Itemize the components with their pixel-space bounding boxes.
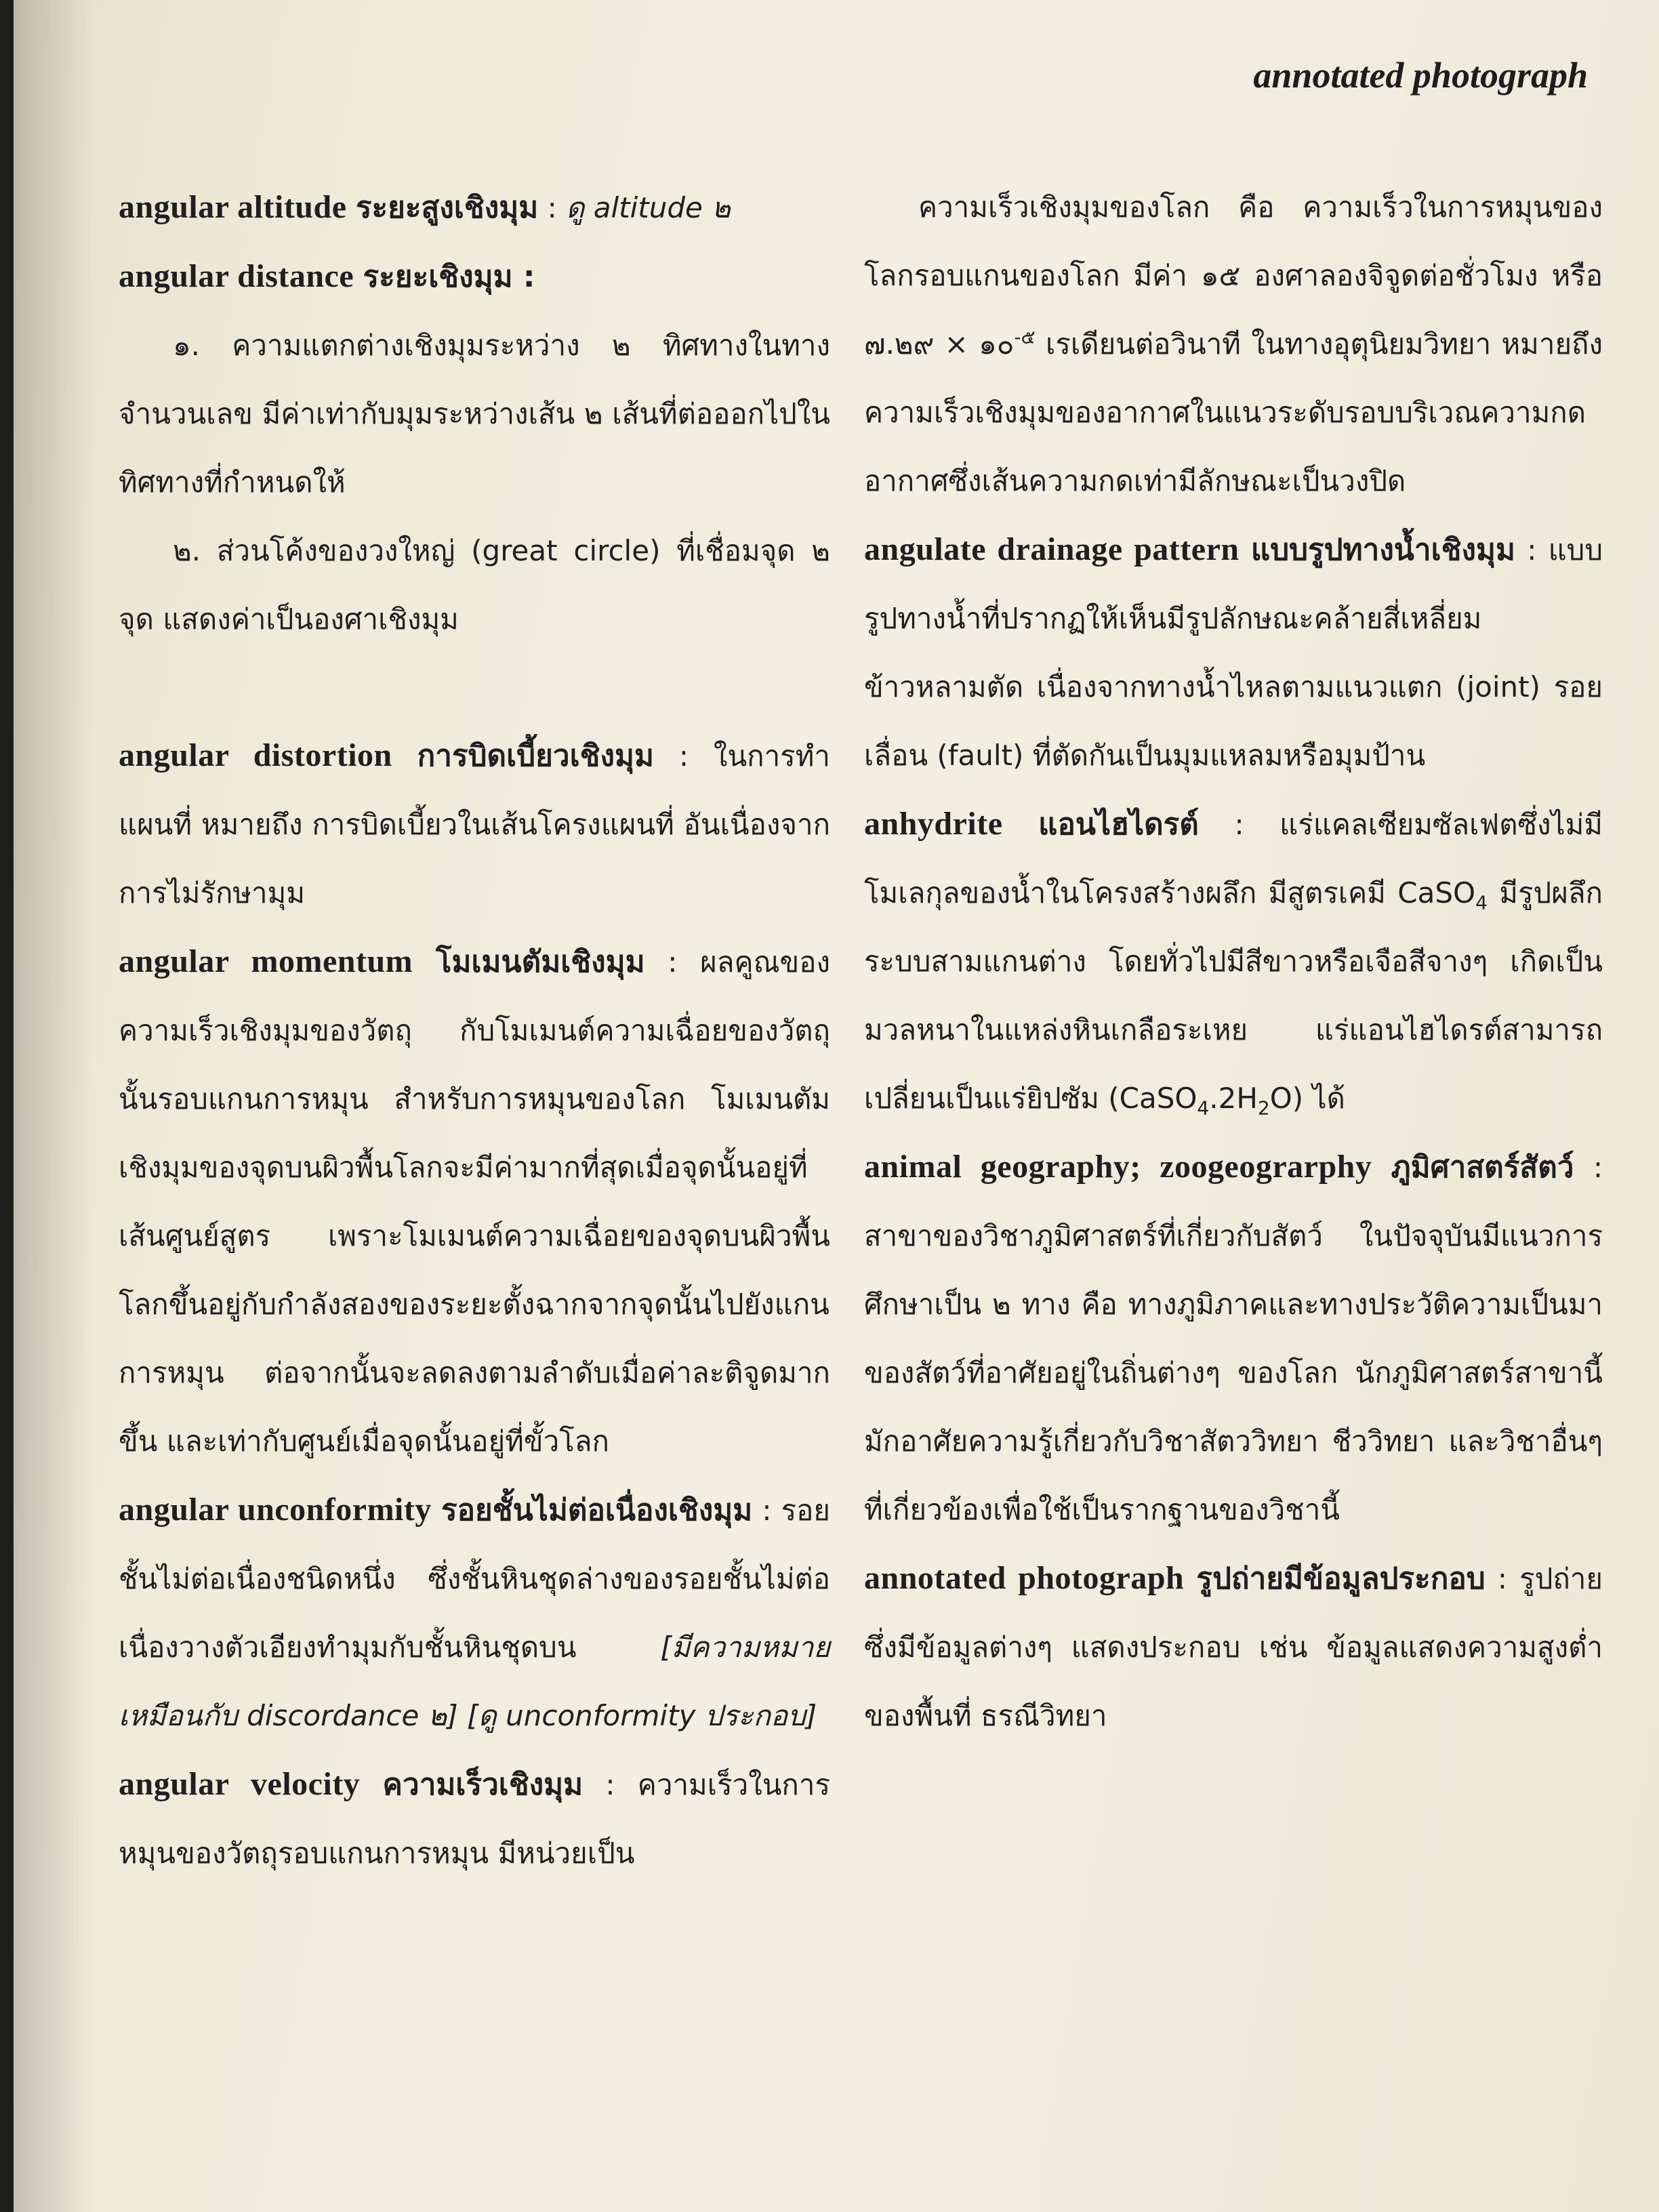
entry-angulate-drainage-pattern — [864, 515, 1603, 790]
entry-definition: : รูปถ่ายซึ่งมีข้อมูลต่างๆ แสดงประกอบ เช่น ข้อมูลแสดงความสูงต่ำของพื้นที่ ธรณีวิทยา — [864, 1562, 1603, 1732]
entry-thai-term: แอนไฮไดรต์ — [1038, 807, 1199, 842]
entry-definition: .2H — [1209, 1082, 1258, 1115]
chem-subscript: 4 — [1475, 891, 1488, 914]
cross-reference: [ดู unconformity ประกอบ] — [467, 1699, 817, 1732]
entry-angular-velocity-continued — [864, 173, 1603, 515]
entry-term: angular distance — [119, 258, 354, 294]
entry-definition: : แร่แคลเซียมซัลเฟตซึ่งไม่มีโมเลกุลของน้ำในโครงสร้างผลึก มีสูตรเคมี CaSO — [864, 808, 1603, 909]
running-head: annotated photograph — [1253, 55, 1588, 96]
entry-thai-term: ระยะเชิงมุม : — [363, 260, 535, 294]
entry-term: animal geography; zoogeograrphy — [864, 1149, 1372, 1185]
entry-definition: : สาขาของวิชาภูมิศาสตร์ที่เกี่ยวกับสัตว์ ในปัจจุบันมีแนวการศึกษาเป็น ๒ ทาง คือ ทางภูมิภาคและทางประวัติความเป็นมาของสัตว์ที่อาศัยอยู่ในถิ่นต่างๆ ของโลก นักภูมิศาสตร์สาขานี้มักอาศัยความรู้เกี่ยวกับวิชาสัตววิทยา ชีววิทยา และวิชาอื่นๆ ที่เกี่ยวข้องเพื่อใช้เป็นรากฐานของวิชานี้ — [864, 1151, 1603, 1526]
entry-term: angular altitude — [119, 189, 347, 225]
entry-angular-altitude — [119, 173, 830, 242]
entry-thai-term: โมเมนตัมเชิงมุม — [435, 945, 645, 979]
entry-thai-term: ภูมิศาสตร์สัตว์ — [1391, 1150, 1574, 1185]
entry-thai-term: รูปถ่ายมีข้อมูลประกอบ — [1196, 1561, 1486, 1596]
left-column — [119, 173, 830, 1887]
entry-definition: : แบบรูปทางน้ำที่ปรากฏให้เห็นมีรูปลักษณะคล้ายสี่เหลี่ยมข้าวหลามตัด เนื่องจากทางน้ำไหลตามแนวแตก (joint) รอยเลื่อน (fault) ที่ตัดกันเป็นมุมแหลมหรือมุมป้าน — [864, 533, 1603, 772]
right-column — [864, 173, 1603, 1750]
exponent: -๕ — [1014, 326, 1036, 348]
entry-angular-distortion — [119, 721, 830, 927]
entry-thai-term: ความเร็วเชิงมุม — [382, 1767, 583, 1802]
entry-definition: มีรูปผลึกระบบสามแกนต่าง โดยทั่วไปมีสีขาวหรือเจือสีจางๆ เกิดเป็นมวลหนาในแหล่งหินเกลือระเหย แร่แอนไฮไดรต์สามารถเปลี่ยนเป็นแร่ยิปซัม (CaSO — [864, 876, 1603, 1115]
entry-term: angular distortion — [119, 737, 392, 773]
entry-angular-velocity — [119, 1750, 830, 1887]
entry-term: angulate drainage pattern — [864, 531, 1240, 567]
entry-term: angular momentum — [119, 943, 413, 979]
entry-angular-unconformity — [119, 1475, 830, 1750]
entry-thai-term: รอยชั้นไม่ต่อเนื่องเชิงมุม — [441, 1493, 753, 1528]
entry-thai-term: แบบรูปทางน้ำเชิงมุม — [1250, 533, 1515, 567]
definition-1: ๑. ความแตกต่างเชิงมุมระหว่าง ๒ ทิศทางในทางจำนวนเลข มีค่าเท่ากับมุมระหว่างเส้น ๒ เส้นที่ต่อออกไปในทิศทางที่กำหนดให้ — [119, 329, 830, 499]
entry-animal-geography — [864, 1132, 1603, 1544]
definition-2: ๒. ส่วนโค้งของวงใหญ่ (great circle) ที่เชื่อมจุด ๒ จุด แสดงค่าเป็นองศาเชิงมุม — [119, 534, 830, 636]
entry-angular-distance — [119, 242, 830, 653]
entry-term: anhydrite — [864, 806, 1003, 842]
entry-definition: เรเดียนต่อวินาที ในทางอุตุนิยมวิทยา หมายถึง ความเร็วเชิงมุมของอากาศในแนวระดับรอบบริเวณความกดอากาศซึ่งเส้นความกดเท่ามีลักษณะเป็นวงปิด — [864, 327, 1603, 497]
entry-definition: : ในการทำแผนที่ หมายถึง การบิดเบี้ยวในเส้นโครงแผนที่ อันเนื่องจากการไม่รักษามุม — [119, 739, 830, 909]
entry-thai-term: การบิดเบี้ยวเชิงมุม — [417, 739, 654, 773]
entry-anhydrite — [864, 790, 1603, 1132]
entry-definition: O) ได้ — [1269, 1082, 1345, 1115]
chem-subscript: 4 — [1197, 1097, 1210, 1120]
book-page — [14, 0, 1659, 2212]
cross-reference: ดู altitude ๒ — [566, 191, 731, 224]
entry-annotated-photograph — [864, 1544, 1603, 1750]
entry-angular-momentum — [119, 927, 830, 1475]
entry-definition: ความเร็วเชิงมุมของโลก คือ ความเร็วในการหมุนของโลกรอบแกนของโลก มีค่า ๑๕ องศาลองจิจูดต่อชั่วโมง หรือ ๗.๒๙ × ๑๐ — [864, 190, 1603, 361]
entry-term: annotated photograph — [864, 1560, 1185, 1596]
chem-subscript: 2 — [1257, 1097, 1270, 1120]
gutter-shadow — [14, 0, 95, 2212]
entry-colon: : — [538, 191, 567, 224]
entry-definition: : ความเร็วในการหมุนของวัตถุรอบแกนการหมุน มีหน่วยเป็น — [119, 1768, 831, 1870]
entry-term: angular velocity — [119, 1766, 361, 1802]
entry-definition: : รอยชั้นไม่ต่อเนื่องชนิดหนึ่ง ซึ่งชั้นหินชุดล่างของรอยชั้นไม่ต่อเนื่องวางตัวเอียงทำมุมกับชั้นหินชุดบน — [119, 1494, 830, 1664]
entry-term: angular unconformity — [119, 1492, 432, 1528]
entry-thai-term: ระยะสูงเชิงมุม — [355, 190, 539, 225]
cross-reference: [มีความหมายเหมือนกับ discordance ๒] — [119, 1631, 830, 1732]
entry-definition: : ผลคูณของความเร็วเชิงมุมของวัตถุ กับโมเมนต์ความเฉื่อยของวัตถุนั้นรอบแกนการหมุน สำหรับการหมุนของโลก โมเมนตัมเชิงมุมของจุดบนผิวพื้นโลกจะมีค่ามากที่สุดเมื่อจุดนั้นอยู่ที่เส้นศูนย์สูตร เพราะโมเมนต์ความเฉื่อยของจุดบนผิวพื้นโลกขึ้นอยู่กับกำลังสองของระยะตั้งฉากจากจุดนั้นไปยังแกนการหมุน ต่อจากนั้นจะลดลงตามลำดับเมื่อค่าละติจูดมากขึ้น และเท่ากับศูนย์เมื่อจุดนั้นอยู่ที่ขั้วโลก — [119, 945, 830, 1458]
